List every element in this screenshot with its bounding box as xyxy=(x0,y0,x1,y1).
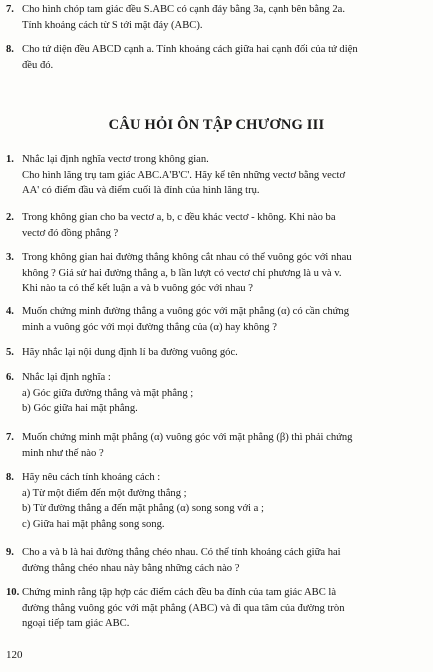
review-question-2 xyxy=(6,210,426,241)
question-line: a) Góc giữa đường thẳng và mặt phẳng ; xyxy=(22,387,194,399)
exercise-line: đều đó. xyxy=(22,59,54,71)
question-number: 10. xyxy=(6,587,20,598)
question-number: 8. xyxy=(6,472,14,483)
review-question-3 xyxy=(6,250,426,297)
question-line: Chứng minh rằng tập hợp các điểm cách đều ba đỉnh của tam giác ABC là xyxy=(22,587,337,598)
question-number: 1. xyxy=(6,154,14,165)
review-question-10 xyxy=(6,585,426,632)
question-line: Cho a và b là hai đường thẳng chéo nhau. Có thể tính khoảng cách giữa hai xyxy=(22,547,341,558)
review-question-7 xyxy=(6,430,426,461)
question-line: Muốn chứng minh mặt phẳng (α) vuông góc với mặt phẳng (β) thì phải chứng xyxy=(22,432,353,443)
question-line: a) Từ một điểm đến một đường thẳng ; xyxy=(22,487,187,499)
question-line: b) Góc giữa hai mặt phẳng. xyxy=(22,403,138,414)
question-line: minh a vuông góc với mọi đường thẳng của (α) hay không ? xyxy=(22,321,277,333)
question-line: Muốn chứng minh đường thẳng a vuông góc với mặt phẳng (α) có cần chứng xyxy=(22,306,350,317)
question-line: Trong không gian hai đường thẳng không cắt nhau có thể vuông góc với nhau xyxy=(22,252,352,263)
question-line: vectơ đó đồng phẳng ? xyxy=(22,227,119,239)
exercise-8 xyxy=(6,42,426,73)
question-line: b) Từ đường thẳng a đến mặt phẳng (α) song song với a ; xyxy=(22,503,264,514)
question-line: c) Giữa hai mặt phẳng song song. xyxy=(22,518,165,530)
exercise-number: 8. xyxy=(6,44,14,55)
question-line: ngoại tiếp tam giác ABC. xyxy=(22,618,130,629)
review-question-8 xyxy=(6,470,426,532)
exercise-line: Cho hình chóp tam giác đều S.ABC có cạnh đáy bằng 3a, cạnh bên bằng 2a. xyxy=(22,4,346,15)
question-line: Khi nào ta có thể kết luận a và b vuông góc với nhau ? xyxy=(22,283,253,294)
question-line: Hãy nêu cách tính khoảng cách : xyxy=(22,472,161,483)
question-number: 3. xyxy=(6,252,14,263)
question-line: đường thẳng chéo nhau này bằng những cách nào ? xyxy=(22,562,240,574)
question-number: 5. xyxy=(6,347,14,358)
exercise-number: 7. xyxy=(6,4,14,15)
question-line: AA' có điểm đầu và điểm cuối là đỉnh của hình lăng trụ. xyxy=(22,185,260,196)
page-number: 120 xyxy=(6,649,23,661)
question-number: 2. xyxy=(6,212,14,223)
question-line: Hãy nhắc lại nội dung định lí ba đường vuông góc. xyxy=(22,347,238,358)
review-question-6 xyxy=(6,370,426,417)
review-question-9 xyxy=(6,545,426,576)
review-question-4 xyxy=(6,304,426,335)
question-line: minh như thế nào ? xyxy=(22,447,104,459)
question-number: 9. xyxy=(6,547,14,558)
question-line: Trong không gian cho ba vectơ a, b, c đều khác vectơ - không. Khi nào ba xyxy=(22,212,336,223)
question-line: Nhắc lại định nghĩa : xyxy=(22,372,111,383)
section-title: CÂU HỎI ÔN TẬP CHƯƠNG III xyxy=(108,117,325,133)
exercise-line: Tính khoảng cách từ S tới mặt đáy (ABC). xyxy=(22,19,203,31)
question-line: đường thẳng vuông góc với mặt phẳng (ABC) và đi qua tâm của đường tròn xyxy=(22,602,345,614)
question-number: 6. xyxy=(6,372,14,383)
question-line: Nhắc lại định nghĩa vectơ trong không gian. xyxy=(22,154,209,165)
question-number: 4. xyxy=(6,306,14,317)
exercise-7 xyxy=(6,2,426,33)
review-question-1 xyxy=(6,152,426,199)
question-line: Cho hình lăng trụ tam giác ABC.A'B'C'. Hãy kể tên những vectơ bằng vectơ xyxy=(22,169,346,181)
exercise-line: Cho tứ diện đều ABCD cạnh a. Tính khoảng cách giữa hai cạnh đối của tứ diện xyxy=(22,44,358,55)
question-number: 7. xyxy=(6,432,14,443)
question-line: không ? Giả sử hai đường thẳng a, b lần lượt có vectơ chỉ phương là u và v. xyxy=(22,267,342,279)
review-question-5 xyxy=(6,345,426,361)
